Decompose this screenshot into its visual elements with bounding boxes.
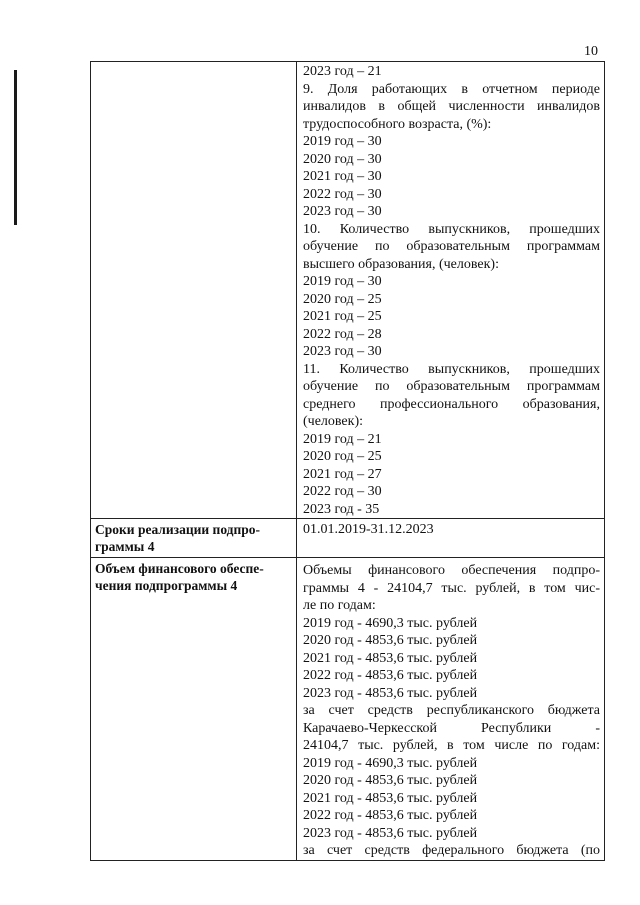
- text-line: 11. Количество выпускников, прошедших: [303, 361, 600, 377]
- text-line: за счет средств федерального бюджета (по: [303, 843, 600, 858]
- implementation-period-value: [297, 519, 604, 539]
- text-line: 2020 год - 4853,6 тыс. рублей: [303, 773, 478, 788]
- text-line: 2021 год - 4853,6 тыс. рублей: [303, 790, 478, 806]
- text-line: 2019 год - 4690,3 тыс. рублей: [303, 755, 478, 771]
- text-line: за счет средств республиканского бюджета: [303, 703, 600, 718]
- text-line: 2019 год - 4690,3 тыс. рублей: [303, 615, 478, 631]
- text-line: 2023 год - 4853,6 тыс. рублей: [303, 685, 478, 701]
- text-line: ле по годам:: [303, 598, 376, 613]
- text-line: 2020 год – 25: [303, 291, 382, 307]
- text-line: обучение по образовательным программам: [303, 239, 600, 254]
- text-line: 2022 год – 30: [303, 484, 382, 499]
- page-number: 10: [584, 44, 598, 59]
- text-line: 2020 год - 4853,6 тыс. рублей: [303, 633, 478, 648]
- passport-table: [90, 61, 605, 861]
- text-line: 2019 год – 30: [303, 274, 382, 289]
- text-line: 2020 год – 25: [303, 449, 382, 464]
- text-line: 2021 год - 4853,6 тыс. рублей: [303, 650, 478, 666]
- text-line: высшего образования, (человек):: [303, 256, 499, 272]
- row-label-cell: [91, 519, 297, 558]
- scan-margin-mark: [14, 70, 17, 225]
- text-line: 2023 год – 30: [303, 204, 382, 219]
- text-line: 2023 год – 30: [303, 344, 382, 359]
- text-line: 2021 год – 30: [303, 169, 382, 184]
- text-line: 2023 год - 4853,6 тыс. рублей: [303, 825, 478, 841]
- text-line: (человек):: [303, 414, 363, 429]
- text-line: 2022 год - 4853,6 тыс. рублей: [303, 668, 478, 683]
- text-line: 10. Количество выпускников, прошедших: [303, 221, 600, 237]
- text-line: обучение по образовательным программам: [303, 379, 600, 394]
- row-label-funding-volume: Объем финансового обеспе- чения подпрограммы 4: [95, 561, 264, 593]
- text-line: 2021 год – 25: [303, 309, 382, 324]
- row-label-implementation-period: Сроки реализации подпро- граммы 4: [95, 522, 261, 554]
- text-line: 2023 год - 35: [303, 501, 380, 517]
- text-line: 2022 год – 28: [303, 326, 382, 342]
- row-value-cell: [297, 558, 605, 861]
- text-line: граммы 4 - 24104,7 тыс. рублей, в том чис-: [303, 580, 600, 596]
- row-value-cell: [297, 62, 605, 519]
- text-line: 2023 год – 21: [303, 64, 382, 79]
- indicators-list: [297, 62, 604, 518]
- text-line: 2022 год – 30: [303, 186, 382, 202]
- row-value-cell: [297, 519, 605, 558]
- table-row: [91, 62, 605, 519]
- text-line: 2020 год – 30: [303, 151, 382, 167]
- text-line: среднего профессионального образования,: [303, 396, 600, 412]
- text-line: трудоспособного возраста, (%):: [303, 116, 492, 132]
- text-line: Карачаево-Черкесской Республики -: [303, 720, 600, 736]
- text-line: инвалидов в общей численности инвалидов: [303, 99, 600, 114]
- text-line: 24104,7 тыс. рублей, в том числе по годам:: [303, 738, 600, 753]
- row-label: [91, 62, 296, 66]
- text-line: 9. Доля работающих в отчетном периоде: [303, 81, 600, 97]
- text-line: 2021 год – 27: [303, 466, 382, 482]
- table-row: [91, 519, 605, 558]
- text-line: 2019 год – 30: [303, 134, 382, 149]
- text-line: 2019 год – 21: [303, 431, 382, 447]
- row-label-cell: [91, 558, 297, 861]
- table-row: [91, 558, 605, 861]
- text-line: 01.01.2019-31.12.2023: [303, 522, 434, 537]
- row-label-cell: [91, 62, 297, 519]
- text-line: Объемы финансового обеспечения подпро-: [303, 563, 600, 578]
- funding-volume-text: [297, 558, 604, 860]
- text-line: 2022 год - 4853,6 тыс. рублей: [303, 808, 478, 823]
